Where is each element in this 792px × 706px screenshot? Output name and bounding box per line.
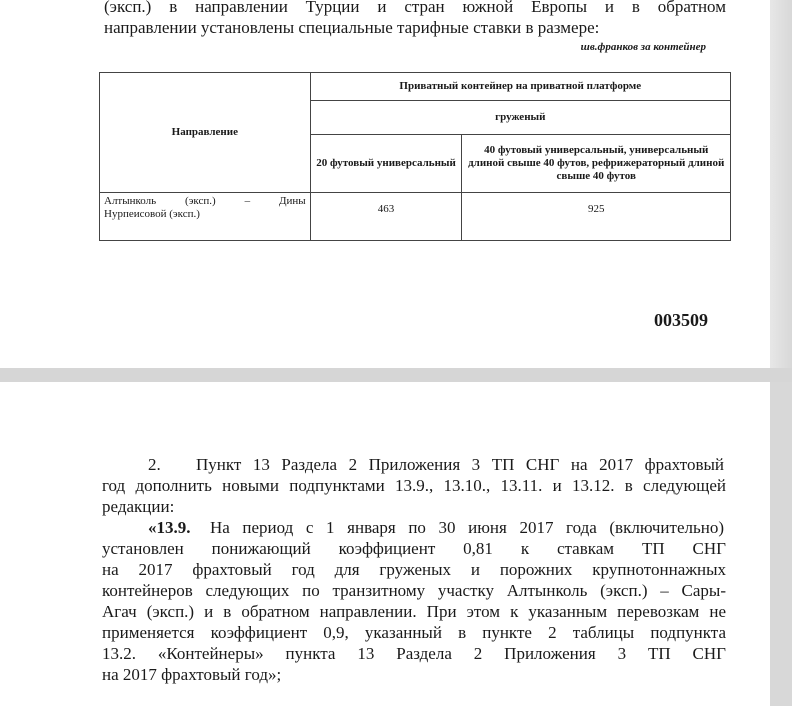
page-edge (770, 382, 792, 706)
item-number: 2. (148, 455, 161, 474)
subitem-line: на 2017 фрахтовый год для груженых и порожних крупнотоннажных (102, 560, 726, 579)
tariff-table (99, 72, 731, 241)
intro-line: (эксп.) в направлении Турции и стран южной Европы и в обратном (104, 0, 726, 16)
group-header: Приватный контейнер на приватной платформе (310, 73, 730, 101)
intro-line: направлении установлены специальные тарифные ставки в размере: (104, 18, 600, 37)
subitem-line: контейнеров следующих по транзитному участку Алтынколь (эксп.) – Сары- (102, 581, 726, 600)
direction-line: Алтынколь (эксп.) – Дины (104, 195, 306, 207)
item-line: год дополнить новыми подпунктами 13.9., 13.10., 13.11. и 13.12. в следующей (102, 476, 726, 495)
direction-cell (100, 193, 311, 241)
item-line: Пункт 13 Раздела 2 Приложения 3 ТП СНГ на 2017 фрахтовый (196, 455, 724, 474)
subitem-label (102, 517, 196, 538)
item-line: редакции: (102, 497, 175, 516)
page-separator (0, 368, 792, 382)
item-first-line (102, 454, 726, 475)
page-edge (770, 0, 792, 380)
unit-note: шв.франков за контейнер (580, 41, 706, 53)
subitem-line: применяется коэффициент 0,9, указанный в пункте 2 таблицы подпункта (102, 623, 726, 642)
item-paragraph (102, 454, 726, 517)
direction-line: Нурпеисовой (эксп.) (104, 208, 200, 220)
table-row (100, 193, 731, 241)
value-cell-40ft: 925 (462, 193, 731, 241)
document-code: 003509 (654, 310, 708, 330)
subitem-line: на 2017 фрахтовый год»; (102, 665, 282, 684)
subitem-line: Агач (эксп.) и в обратном направлении. При этом к указанным перевозкам не (102, 602, 726, 621)
subitem-line: 13.2. «Контейнеры» пункта 13 Раздела 2 Приложения 3 ТП СНГ (102, 644, 726, 663)
subgroup-header: груженый (310, 101, 730, 135)
document-page-bottom (0, 382, 770, 706)
col2-header: 40 футовый универсальный, универсальный длиной свыше 40 футов, рефрижераторный длиной свыше 40 футов (462, 135, 731, 193)
direction-header: Направление (100, 73, 311, 193)
intro-paragraph (104, 0, 726, 38)
subitem-first-line (102, 517, 726, 538)
value-cell-20ft: 463 (310, 193, 462, 241)
subitem-paragraph (102, 517, 726, 685)
col1-header: 20 футовый универсальный (310, 135, 462, 193)
subitem-line: установлен понижающий коэффициент 0,81 к ставкам ТП СНГ (102, 539, 726, 558)
subitem-line: На период с 1 января по 30 июня 2017 года (включительно) (210, 518, 724, 537)
subitem-number: «13.9. (148, 518, 191, 537)
